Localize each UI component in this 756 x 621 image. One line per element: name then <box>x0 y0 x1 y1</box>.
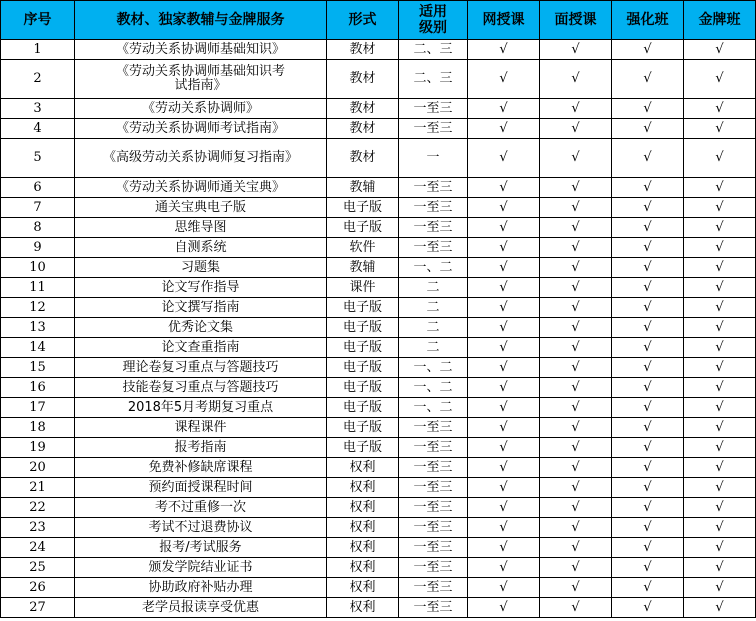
check-mark-online: √ <box>468 558 540 578</box>
check-mark-intensive: √ <box>612 178 684 198</box>
row-form: 教材 <box>327 99 399 119</box>
header-level <box>399 1 468 40</box>
check-mark-offline: √ <box>540 538 612 558</box>
table-row <box>1 119 756 139</box>
check-mark-intensive: √ <box>612 218 684 238</box>
row-level: 一至三 <box>399 498 468 518</box>
row-item-name: 《劳动关系协调师考试指南》 <box>75 119 327 139</box>
row-level: 一至三 <box>399 99 468 119</box>
check-mark-intensive: √ <box>612 119 684 139</box>
check-mark-gold: √ <box>684 558 756 578</box>
check-mark-online: √ <box>468 238 540 258</box>
check-mark-online: √ <box>468 139 540 178</box>
table-row <box>1 40 756 60</box>
row-form: 教辅 <box>327 178 399 198</box>
header-item: 教材、独家教辅与金牌服务 <box>75 1 327 40</box>
table-row <box>1 558 756 578</box>
row-item-name: 考不过重修一次 <box>75 498 327 518</box>
row-form: 权利 <box>327 578 399 598</box>
row-item-name: 报考指南 <box>75 438 327 458</box>
check-mark-online: √ <box>468 538 540 558</box>
row-level: 一至三 <box>399 438 468 458</box>
check-mark-offline: √ <box>540 318 612 338</box>
row-level: 二 <box>399 298 468 318</box>
check-mark-gold: √ <box>684 378 756 398</box>
check-mark-offline: √ <box>540 218 612 238</box>
row-item-name: 报考/考试服务 <box>75 538 327 558</box>
check-mark-gold: √ <box>684 238 756 258</box>
check-mark-gold: √ <box>684 298 756 318</box>
row-level: 二、三 <box>399 60 468 99</box>
table-row <box>1 238 756 258</box>
check-mark-offline: √ <box>540 298 612 318</box>
row-form: 电子版 <box>327 358 399 378</box>
check-mark-offline: √ <box>540 238 612 258</box>
row-number: 4 <box>1 119 75 139</box>
row-level: 一至三 <box>399 518 468 538</box>
row-item-name: 《劳动关系协调师通关宝典》 <box>75 178 327 198</box>
check-mark-intensive: √ <box>612 278 684 298</box>
row-form: 电子版 <box>327 198 399 218</box>
row-number: 27 <box>1 598 75 618</box>
row-number: 23 <box>1 518 75 538</box>
header-row <box>1 1 756 40</box>
row-number: 2 <box>1 60 75 99</box>
row-number: 19 <box>1 438 75 458</box>
check-mark-gold: √ <box>684 218 756 238</box>
check-mark-online: √ <box>468 438 540 458</box>
check-mark-online: √ <box>468 498 540 518</box>
check-mark-online: √ <box>468 578 540 598</box>
check-mark-intensive: √ <box>612 139 684 178</box>
row-item-name: 免费补修缺席课程 <box>75 458 327 478</box>
row-level: 一 <box>399 139 468 178</box>
check-mark-intensive: √ <box>612 358 684 378</box>
check-mark-offline: √ <box>540 378 612 398</box>
check-mark-gold: √ <box>684 578 756 598</box>
check-mark-offline: √ <box>540 338 612 358</box>
table-row <box>1 338 756 358</box>
row-number: 13 <box>1 318 75 338</box>
row-form: 权利 <box>327 498 399 518</box>
row-level: 一至三 <box>399 119 468 139</box>
row-number: 24 <box>1 538 75 558</box>
check-mark-intensive: √ <box>612 258 684 278</box>
row-form: 电子版 <box>327 438 399 458</box>
row-number: 15 <box>1 358 75 378</box>
row-item-name: 颁发学院结业证书 <box>75 558 327 578</box>
check-mark-intensive: √ <box>612 298 684 318</box>
table-row <box>1 418 756 438</box>
row-item-name: 习题集 <box>75 258 327 278</box>
table-row <box>1 178 756 198</box>
row-level: 二 <box>399 338 468 358</box>
row-level: 一至三 <box>399 218 468 238</box>
check-mark-intensive: √ <box>612 198 684 218</box>
row-item-name: 技能卷复习重点与答题技巧 <box>75 378 327 398</box>
row-item-name: 思维导图 <box>75 218 327 238</box>
header-gold: 金牌班 <box>684 1 756 40</box>
check-mark-intensive: √ <box>612 398 684 418</box>
check-mark-online: √ <box>468 119 540 139</box>
row-item-name: 论文撰写指南 <box>75 298 327 318</box>
check-mark-gold: √ <box>684 478 756 498</box>
check-mark-offline: √ <box>540 60 612 99</box>
check-mark-gold: √ <box>684 538 756 558</box>
check-mark-online: √ <box>468 60 540 99</box>
check-mark-gold: √ <box>684 40 756 60</box>
row-item-name: 考试不过退费协议 <box>75 518 327 538</box>
check-mark-intensive: √ <box>612 238 684 258</box>
check-mark-online: √ <box>468 218 540 238</box>
table-row <box>1 578 756 598</box>
check-mark-intensive: √ <box>612 598 684 618</box>
row-number: 12 <box>1 298 75 318</box>
row-form: 电子版 <box>327 398 399 418</box>
check-mark-gold: √ <box>684 119 756 139</box>
row-form: 权利 <box>327 458 399 478</box>
check-mark-online: √ <box>468 598 540 618</box>
row-level: 二 <box>399 318 468 338</box>
check-mark-gold: √ <box>684 438 756 458</box>
check-mark-intensive: √ <box>612 318 684 338</box>
check-mark-intensive: √ <box>612 418 684 438</box>
check-mark-online: √ <box>468 458 540 478</box>
row-level: 一至三 <box>399 578 468 598</box>
table-row <box>1 358 756 378</box>
table-row <box>1 478 756 498</box>
row-level: 一至三 <box>399 478 468 498</box>
row-number: 1 <box>1 40 75 60</box>
row-number: 5 <box>1 139 75 178</box>
check-mark-offline: √ <box>540 398 612 418</box>
row-item-name: 预约面授课程时间 <box>75 478 327 498</box>
row-number: 8 <box>1 218 75 238</box>
check-mark-gold: √ <box>684 139 756 178</box>
check-mark-online: √ <box>468 198 540 218</box>
header-offline: 面授课 <box>540 1 612 40</box>
table-row <box>1 318 756 338</box>
check-mark-gold: √ <box>684 398 756 418</box>
check-mark-offline: √ <box>540 458 612 478</box>
row-level: 一至三 <box>399 458 468 478</box>
row-number: 26 <box>1 578 75 598</box>
check-mark-offline: √ <box>540 518 612 538</box>
table-row <box>1 518 756 538</box>
check-mark-intensive: √ <box>612 338 684 358</box>
row-number: 16 <box>1 378 75 398</box>
check-mark-gold: √ <box>684 60 756 99</box>
table-row <box>1 298 756 318</box>
row-form: 教材 <box>327 139 399 178</box>
row-form: 权利 <box>327 538 399 558</box>
check-mark-gold: √ <box>684 258 756 278</box>
check-mark-intensive: √ <box>612 518 684 538</box>
check-mark-gold: √ <box>684 338 756 358</box>
row-item-name: 自测系统 <box>75 238 327 258</box>
table-row <box>1 378 756 398</box>
row-number: 10 <box>1 258 75 278</box>
check-mark-intensive: √ <box>612 378 684 398</box>
row-form: 电子版 <box>327 298 399 318</box>
check-mark-gold: √ <box>684 178 756 198</box>
row-form: 教材 <box>327 60 399 99</box>
table-row <box>1 99 756 119</box>
row-item-name: 老学员报读享受优惠 <box>75 598 327 618</box>
header-intensive: 强化班 <box>612 1 684 40</box>
row-level: 一至三 <box>399 198 468 218</box>
check-mark-offline: √ <box>540 558 612 578</box>
row-number: 3 <box>1 99 75 119</box>
row-level: 一、二 <box>399 358 468 378</box>
header-no: 序号 <box>1 1 75 40</box>
check-mark-online: √ <box>468 278 540 298</box>
check-mark-offline: √ <box>540 278 612 298</box>
check-mark-intensive: √ <box>612 60 684 99</box>
check-mark-offline: √ <box>540 40 612 60</box>
row-form: 教辅 <box>327 258 399 278</box>
check-mark-offline: √ <box>540 99 612 119</box>
check-mark-online: √ <box>468 398 540 418</box>
row-level: 一至三 <box>399 418 468 438</box>
row-level: 一至三 <box>399 178 468 198</box>
check-mark-offline: √ <box>540 178 612 198</box>
row-form: 权利 <box>327 518 399 538</box>
check-mark-gold: √ <box>684 99 756 119</box>
check-mark-gold: √ <box>684 418 756 438</box>
check-mark-intensive: √ <box>612 478 684 498</box>
row-form: 电子版 <box>327 378 399 398</box>
row-number: 17 <box>1 398 75 418</box>
check-mark-offline: √ <box>540 119 612 139</box>
row-number: 22 <box>1 498 75 518</box>
table-row <box>1 398 756 418</box>
row-form: 课件 <box>327 278 399 298</box>
row-level: 一至三 <box>399 558 468 578</box>
row-level: 二、三 <box>399 40 468 60</box>
check-mark-gold: √ <box>684 458 756 478</box>
check-mark-offline: √ <box>540 478 612 498</box>
check-mark-offline: √ <box>540 578 612 598</box>
row-number: 14 <box>1 338 75 358</box>
row-item-name: 《劳动关系协调师基础知识考试指南》 <box>75 60 327 99</box>
row-level: 一至三 <box>399 238 468 258</box>
header-form: 形式 <box>327 1 399 40</box>
check-mark-online: √ <box>468 99 540 119</box>
check-mark-online: √ <box>468 358 540 378</box>
check-mark-offline: √ <box>540 258 612 278</box>
row-level: 一至三 <box>399 538 468 558</box>
row-form: 权利 <box>327 558 399 578</box>
check-mark-gold: √ <box>684 198 756 218</box>
row-item-name: 优秀论文集 <box>75 318 327 338</box>
check-mark-gold: √ <box>684 498 756 518</box>
row-form: 电子版 <box>327 338 399 358</box>
row-number: 18 <box>1 418 75 438</box>
check-mark-gold: √ <box>684 598 756 618</box>
check-mark-intensive: √ <box>612 458 684 478</box>
check-mark-intensive: √ <box>612 438 684 458</box>
check-mark-online: √ <box>468 478 540 498</box>
check-mark-online: √ <box>468 298 540 318</box>
header-online: 网授课 <box>468 1 540 40</box>
row-number: 11 <box>1 278 75 298</box>
check-mark-online: √ <box>468 318 540 338</box>
check-mark-gold: √ <box>684 358 756 378</box>
table-row <box>1 218 756 238</box>
check-mark-intensive: √ <box>612 538 684 558</box>
check-mark-offline: √ <box>540 418 612 438</box>
check-mark-offline: √ <box>540 139 612 178</box>
row-form: 电子版 <box>327 418 399 438</box>
row-number: 20 <box>1 458 75 478</box>
header-level-text: 适用级别 <box>418 4 447 36</box>
check-mark-online: √ <box>468 178 540 198</box>
check-mark-online: √ <box>468 258 540 278</box>
table-row <box>1 438 756 458</box>
table-row <box>1 538 756 558</box>
table-row <box>1 498 756 518</box>
check-mark-online: √ <box>468 418 540 438</box>
check-mark-online: √ <box>468 338 540 358</box>
row-number: 7 <box>1 198 75 218</box>
check-mark-offline: √ <box>540 598 612 618</box>
table-row <box>1 198 756 218</box>
row-item-name: 理论卷复习重点与答题技巧 <box>75 358 327 378</box>
row-form: 电子版 <box>327 218 399 238</box>
row-number: 21 <box>1 478 75 498</box>
check-mark-online: √ <box>468 518 540 538</box>
row-form: 电子版 <box>327 318 399 338</box>
check-mark-intensive: √ <box>612 578 684 598</box>
check-mark-online: √ <box>468 40 540 60</box>
check-mark-intensive: √ <box>612 558 684 578</box>
row-number: 6 <box>1 178 75 198</box>
row-level: 一、二 <box>399 398 468 418</box>
check-mark-offline: √ <box>540 358 612 378</box>
row-item-name: 协助政府补贴办理 <box>75 578 327 598</box>
check-mark-gold: √ <box>684 278 756 298</box>
row-item-name: 通关宝典电子版 <box>75 198 327 218</box>
row-item-name: 《高级劳动关系协调师复习指南》 <box>75 139 327 178</box>
check-mark-intensive: √ <box>612 498 684 518</box>
row-item-name: 《劳动关系协调师》 <box>75 99 327 119</box>
table-row <box>1 139 756 178</box>
table-row <box>1 258 756 278</box>
table-row <box>1 598 756 618</box>
table-row <box>1 60 756 99</box>
row-item-name: 课程课件 <box>75 418 327 438</box>
row-form: 权利 <box>327 598 399 618</box>
row-item-name: 论文写作指导 <box>75 278 327 298</box>
row-item-name: 论文查重指南 <box>75 338 327 358</box>
table-body <box>1 40 756 618</box>
check-mark-gold: √ <box>684 518 756 538</box>
row-level: 一、二 <box>399 378 468 398</box>
check-mark-intensive: √ <box>612 40 684 60</box>
row-item-name: 《劳动关系协调师基础知识》 <box>75 40 327 60</box>
row-form: 教材 <box>327 40 399 60</box>
row-level: 一至三 <box>399 598 468 618</box>
check-mark-offline: √ <box>540 498 612 518</box>
row-form: 教材 <box>327 119 399 139</box>
row-item-name: 2018年5月考期复习重点 <box>75 398 327 418</box>
row-level: 二 <box>399 278 468 298</box>
check-mark-offline: √ <box>540 198 612 218</box>
row-form: 权利 <box>327 478 399 498</box>
row-number: 25 <box>1 558 75 578</box>
row-form: 软件 <box>327 238 399 258</box>
check-mark-offline: √ <box>540 438 612 458</box>
table-row <box>1 278 756 298</box>
check-mark-online: √ <box>468 378 540 398</box>
table-row <box>1 458 756 478</box>
check-mark-gold: √ <box>684 318 756 338</box>
row-number: 9 <box>1 238 75 258</box>
row-level: 一、二 <box>399 258 468 278</box>
check-mark-intensive: √ <box>612 99 684 119</box>
